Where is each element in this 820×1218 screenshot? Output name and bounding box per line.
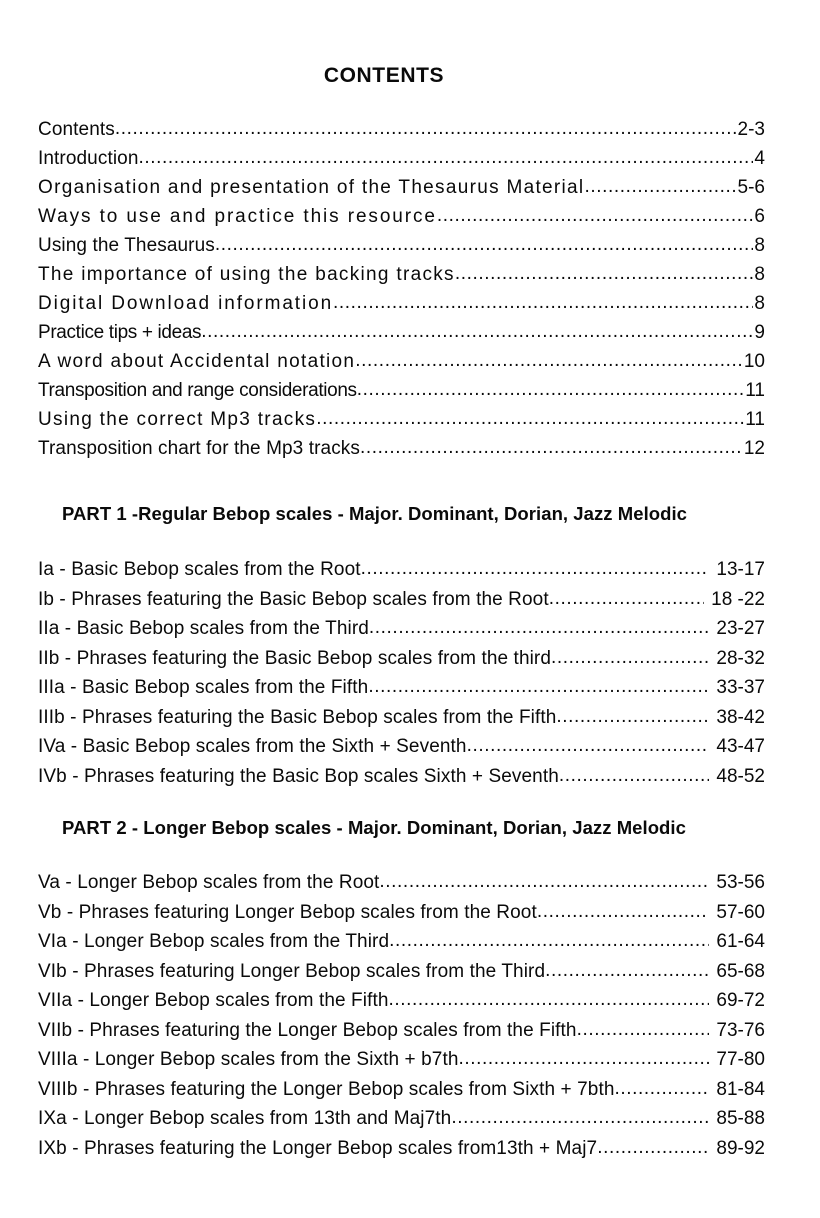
toc-row[interactable] xyxy=(38,376,765,405)
toc-entry-page-number: 28-32 xyxy=(716,647,765,669)
toc-row[interactable] xyxy=(38,144,765,173)
toc-dot-leader xyxy=(379,867,709,897)
toc-dot-leader xyxy=(545,956,709,986)
toc-row[interactable] xyxy=(38,231,765,260)
toc-dot-leader xyxy=(556,702,709,732)
toc-dot-leader xyxy=(551,643,709,673)
toc-dot-leader xyxy=(549,584,704,614)
toc-dot-leader xyxy=(451,1103,709,1133)
toc-dot-leader xyxy=(467,731,710,761)
toc-entry-label: IXb - Phrases featuring the Longer Bebop scales from13th + Maj7 xyxy=(38,1137,598,1159)
toc-entry-page-number: 85-88 xyxy=(716,1108,765,1129)
toc-entry-label: Ways to use and practice this resource xyxy=(38,206,437,227)
toc-row[interactable] xyxy=(38,405,765,434)
toc-entry-label: Using the correct Mp3 tracks xyxy=(38,409,317,430)
toc-row[interactable] xyxy=(38,1134,765,1164)
toc-dot-leader xyxy=(139,143,754,172)
toc-entry-label: Introduction xyxy=(38,148,139,169)
toc-row[interactable] xyxy=(38,585,765,615)
toc-dot-leader xyxy=(355,346,743,375)
toc-entry-label: VIa - Longer Bebop scales from the Third xyxy=(38,931,390,952)
toc-entry-label: Va - Longer Bebop scales from the Root xyxy=(38,872,380,893)
toc-entry-label: Practice tips + ideas xyxy=(38,322,202,343)
toc-entry-page-number: 43-47 xyxy=(716,736,765,757)
toc-dot-leader xyxy=(577,1015,710,1045)
toc-row[interactable] xyxy=(38,1075,765,1105)
toc-row[interactable] xyxy=(38,555,765,585)
toc-entry-label: IVb - Phrases featuring the Basic Bop scales Sixth + Seventh xyxy=(38,765,559,787)
toc-entry-page-number: 57-60 xyxy=(716,901,765,923)
toc-entry-label: Transposition chart for the Mp3 tracks xyxy=(38,438,361,459)
toc-entry-label: IIIa - Basic Bebop scales from the Fifth xyxy=(38,677,369,698)
toc-entry-page-number: 89-92 xyxy=(716,1137,765,1159)
toc-entry-page-number: 18 -22 xyxy=(711,588,765,610)
toc-entry-page-number: 81-84 xyxy=(716,1078,765,1100)
toc-entry-label: Ia - Basic Bebop scales from the Root xyxy=(38,559,361,580)
toc-dot-leader xyxy=(389,985,710,1015)
part-1-heading: PART 1 -Regular Bebop scales - Major. Dominant, Dorian, Jazz Melodic xyxy=(62,503,687,524)
toc-entry-page-number: 6 xyxy=(754,206,765,227)
toc-entry-page-number: 2-3 xyxy=(737,119,765,140)
toc-entry-page-number: 23-27 xyxy=(716,618,765,639)
toc-row[interactable] xyxy=(38,703,765,733)
toc-entry-page-number: 33-37 xyxy=(716,677,765,698)
toc-dot-leader xyxy=(215,230,754,259)
toc-row[interactable] xyxy=(38,927,765,957)
toc-dot-leader xyxy=(368,672,709,702)
toc-entry-label: Transposition and range considerations xyxy=(38,380,357,401)
toc-entry-label: Ib - Phrases featuring the Basic Bebop scales from the Root xyxy=(38,588,549,610)
toc-entry-page-number: 10 xyxy=(743,351,765,372)
toc-entry-page-number: 38-42 xyxy=(716,706,765,728)
toc-row[interactable] xyxy=(38,1045,765,1075)
toc-entry-page-number: 8 xyxy=(754,293,765,314)
toc-dot-leader xyxy=(369,613,709,643)
toc-entry-page-number: 53-56 xyxy=(716,872,765,893)
toc-entry-page-number: 11 xyxy=(745,380,765,401)
toc-entry-page-number: 77-80 xyxy=(716,1049,765,1070)
toc-entry-label: IIa - Basic Bebop scales from the Third xyxy=(38,618,369,639)
toc-entry-page-number: 11 xyxy=(745,409,765,430)
toc-part-1-list xyxy=(38,555,765,791)
toc-entry-page-number: 9 xyxy=(754,322,765,343)
toc-dot-leader xyxy=(437,201,754,230)
toc-row[interactable] xyxy=(38,434,765,463)
toc-entry-label: Vb - Phrases featuring Longer Bebop scales from the Root xyxy=(38,901,537,923)
toc-entry-label: A word about Accidental notation xyxy=(38,351,356,372)
toc-entry-label: Contents xyxy=(38,119,115,140)
toc-row[interactable] xyxy=(38,347,765,376)
toc-row[interactable] xyxy=(38,644,765,674)
toc-row[interactable] xyxy=(38,957,765,987)
part-2-heading: PART 2 - Longer Bebop scales - Major. Dominant, Dorian, Jazz Melodic xyxy=(62,817,686,838)
toc-row[interactable] xyxy=(38,762,765,792)
toc-entry-label: IXa - Longer Bebop scales from 13th and Maj7th xyxy=(38,1108,452,1129)
toc-entry-label: Using the Thesaurus xyxy=(38,235,215,256)
toc-row[interactable] xyxy=(38,868,765,898)
toc-row[interactable] xyxy=(38,318,765,347)
toc-entry-page-number: 13-17 xyxy=(716,559,765,580)
toc-entry-page-number: 8 xyxy=(754,264,765,285)
toc-entry-page-number: 4 xyxy=(754,148,765,169)
toc-front-matter-list xyxy=(38,115,765,463)
toc-row[interactable] xyxy=(38,614,765,644)
toc-row[interactable] xyxy=(38,1016,765,1046)
toc-part-2-list xyxy=(38,868,765,1163)
toc-entry-label: VIIb - Phrases featuring the Longer Bebop scales from the Fifth xyxy=(38,1019,577,1041)
toc-row[interactable] xyxy=(38,289,765,318)
toc-entry-page-number: 65-68 xyxy=(716,960,765,982)
toc-entry-label: IVa - Basic Bebop scales from the Sixth + Seventh xyxy=(38,736,467,757)
toc-row[interactable] xyxy=(38,986,765,1016)
toc-row[interactable] xyxy=(38,732,765,762)
toc-row[interactable] xyxy=(38,1104,765,1134)
toc-dot-leader xyxy=(389,926,709,956)
toc-dot-leader xyxy=(115,114,737,143)
toc-dot-leader xyxy=(357,375,745,404)
toc-entry-label: Digital Download information xyxy=(38,293,334,314)
page-title: CONTENTS xyxy=(323,64,445,87)
toc-row[interactable] xyxy=(38,115,765,144)
toc-dot-leader xyxy=(201,317,753,346)
toc-row[interactable] xyxy=(38,173,765,202)
toc-entry-page-number: 12 xyxy=(743,438,765,459)
toc-entry-page-number: 61-64 xyxy=(716,931,765,952)
toc-entry-label: The importance of using the backing tracks xyxy=(38,264,455,285)
toc-dot-leader xyxy=(584,172,736,201)
toc-row[interactable] xyxy=(38,260,765,289)
toc-entry-page-number: 73-76 xyxy=(716,1019,765,1041)
toc-dot-leader xyxy=(361,554,710,584)
toc-entry-page-number: 69-72 xyxy=(716,990,765,1011)
toc-entry-label: IIb - Phrases featuring the Basic Bebop scales from the third xyxy=(38,647,552,669)
toc-row[interactable] xyxy=(38,202,765,231)
toc-entry-label: IIIb - Phrases featuring the Basic Bebop scales from the Fifth xyxy=(38,706,557,728)
toc-dot-leader xyxy=(360,433,743,462)
toc-dot-leader xyxy=(597,1133,709,1163)
toc-dot-leader xyxy=(316,404,744,433)
toc-entry-page-number: 5-6 xyxy=(737,177,765,198)
toc-dot-leader xyxy=(559,761,710,791)
toc-entry-label: VIIa - Longer Bebop scales from the Fifth xyxy=(38,990,389,1011)
toc-entry-label: VIb - Phrases featuring Longer Bebop scales from the Third xyxy=(38,960,546,982)
toc-dot-leader xyxy=(333,288,753,317)
toc-dot-leader xyxy=(455,259,754,288)
toc-dot-leader xyxy=(537,897,710,927)
toc-dot-leader xyxy=(459,1044,710,1074)
toc-dot-leader xyxy=(615,1074,710,1104)
toc-entry-label: VIIIa - Longer Bebop scales from the Sixth + b7th xyxy=(38,1049,459,1070)
toc-row[interactable] xyxy=(38,673,765,703)
toc-entry-page-number: 48-52 xyxy=(716,765,765,787)
toc-entry-page-number: 8 xyxy=(754,235,765,256)
toc-row[interactable] xyxy=(38,898,765,928)
toc-entry-label: VIIIb - Phrases featuring the Longer Bebop scales from Sixth + 7bth xyxy=(38,1078,615,1100)
toc-entry-label: Organisation and presentation of the Thesaurus Material xyxy=(38,177,585,198)
